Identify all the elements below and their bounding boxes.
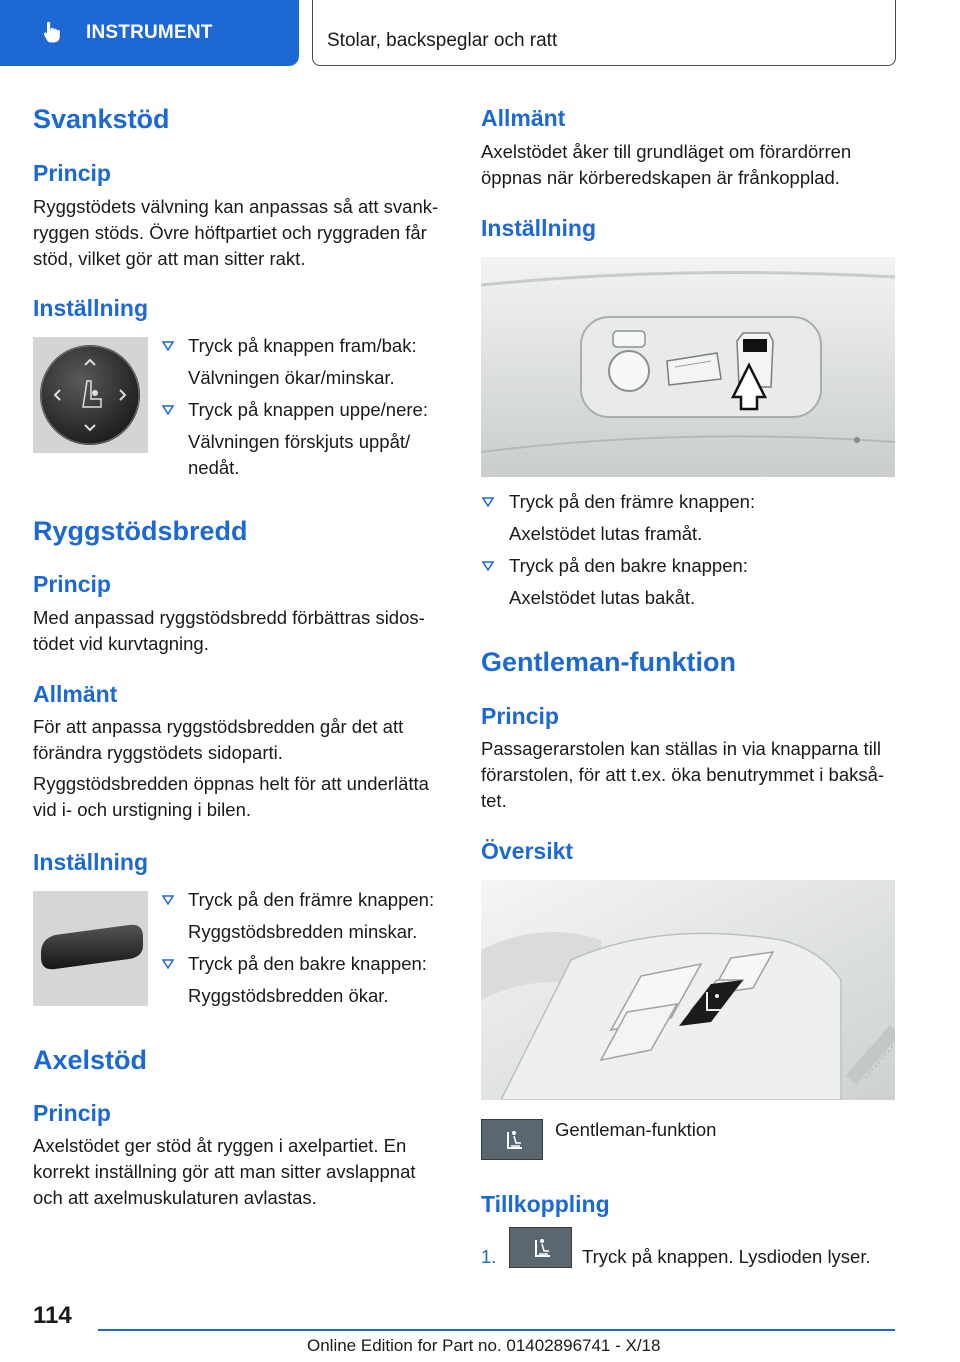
gentleman-princip-text: Passagerarstolen kan ställas in via knapparna till förarstolen, för att t.ex. öka benutrymmet i bakså- tet. [481, 738, 885, 811]
axelstod-allmant-heading: Allmänt [481, 105, 566, 131]
list-bullet-icon [162, 341, 174, 351]
axelstod-princip-heading: Princip [33, 1100, 111, 1126]
ryggstodsbredd-princip-text: Med anpassad ryggstödsbredd förbättras sidos- tödet vid kurvtagning. [33, 607, 425, 654]
ryggstodsbredd-item-1-action: Tryck på den främre knappen: [188, 889, 435, 910]
ryggstodsbredd-allmant-text: För att anpassa ryggstödsbredden går det att förändra ryggstödets sidoparti. [33, 716, 404, 763]
axelstod-item-2-result: Axelstödet lutas bakåt. [509, 587, 696, 608]
list-bullet-icon [162, 895, 174, 905]
ryggstodsbredd-item-2-result: Ryggstödsbredden ökar. [188, 985, 389, 1006]
shoulder-support-image [481, 257, 895, 477]
axelstod-installning-heading: Inställning [481, 215, 596, 241]
svankstod-princip-text: Ryggstödets välvning kan anpassas så att svank- ryggen stöds. Övre höftpartiet och ryggraden får stöd, vilket gör att man sitter rakt. [33, 196, 439, 269]
gentleman-tillkoppling-heading: Tillkoppling [481, 1191, 610, 1217]
list-bullet-icon [482, 561, 494, 571]
svankstod-item-2-action: Tryck på knappen uppe/nere: [188, 399, 428, 420]
svankstod-princip-heading: Princip [33, 160, 111, 186]
header-chapter-label: Stolar, backspeglar och ratt [327, 30, 558, 51]
header-section-tab [0, 0, 299, 66]
list-bullet-icon [162, 959, 174, 969]
gentleman-overview-image [481, 880, 895, 1100]
footer-edition-text: Online Edition for Part no. 01402896741 - X/18 [307, 1336, 661, 1355]
gentleman-button-caption: Gentleman-funktion [555, 1119, 717, 1140]
ryggstodsbredd-princip-heading: Princip [33, 571, 111, 597]
header-chapter-box [312, 0, 896, 66]
ryggstodsbredd-heading: Ryggstödsbredd [33, 516, 248, 546]
axelstod-item-1-action: Tryck på den främre knappen: [509, 491, 756, 512]
header-section-label: INSTRUMENT [86, 22, 213, 43]
ryggstodsbredd-item-1-result: Ryggstödsbredden minskar. [188, 921, 418, 942]
gentleman-button-small-icon [509, 1227, 572, 1268]
ryggstodsbredd-allmant-heading: Allmänt [33, 681, 118, 707]
ryggstodsbredd-allmant2-text: Ryggstödsbredden öppnas helt för att underlätta vid i- och urstigning i bilen. [33, 773, 429, 820]
gentleman-heading: Gentleman-funktion [481, 647, 736, 677]
svankstod-item-2-result: Välvningen förskjuts uppåt/ nedåt. [188, 431, 411, 478]
svankstod-heading: Svankstöd [33, 104, 170, 134]
ryggstodsbredd-item-2-action: Tryck på den bakre knappen: [188, 953, 427, 974]
list-bullet-icon [482, 497, 494, 507]
axelstod-item-2-action: Tryck på den bakre knappen: [509, 555, 748, 576]
hand-touch-icon [40, 20, 66, 46]
svankstod-item-1-action: Tryck på knappen fram/bak: [188, 335, 417, 356]
step-text: Tryck på knappen. Lysdioden lyser. [582, 1246, 871, 1267]
axelstod-heading: Axelstöd [33, 1045, 148, 1075]
step-number: 1. [481, 1246, 497, 1267]
axelstod-allmant-text: Axelstödet åker till grundläget om förardörren öppnas när körberedskapen är frånkopplad. [481, 141, 852, 188]
list-bullet-icon [162, 405, 174, 415]
ryggstodsbredd-installning-heading: Inställning [33, 849, 148, 875]
page-number: 114 [33, 1302, 72, 1329]
svankstod-item-1-result: Välvningen ökar/minskar. [188, 367, 395, 388]
axelstod-item-1-result: Axelstödet lutas framåt. [509, 523, 703, 544]
gentleman-oversikt-heading: Översikt [481, 838, 574, 864]
axelstod-princip-text: Axelstödet ger stöd åt ryggen i axelpartiet. En korrekt inställning gör att man sitter avslappnat och att axelmuskulaturen avlastas. [33, 1135, 416, 1208]
gentleman-princip-heading: Princip [481, 703, 559, 729]
backrest-width-button-image [33, 891, 148, 1006]
svankstod-installning-heading: Inställning [33, 295, 148, 321]
lumbar-control-image [33, 337, 148, 453]
gentleman-button-icon [481, 1119, 543, 1160]
footer-divider [98, 1329, 895, 1331]
